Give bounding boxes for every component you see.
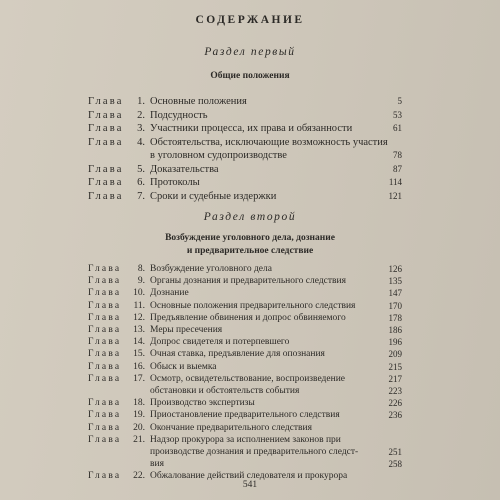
chapter-page-number: 170 <box>388 300 402 311</box>
chapter-title: Доказательства <box>150 163 219 175</box>
chapter-label: Глава <box>88 349 122 360</box>
chapter-label: Глава <box>88 264 122 274</box>
chapter-title: обстановки и обстоятельств события <box>150 386 300 396</box>
chapter-page-number: 121 <box>388 190 402 201</box>
chapter-title: Окончание предварительного следствия <box>150 422 313 433</box>
toc-entry <box>0 190 500 204</box>
chapter-page-number: 61 <box>393 123 402 133</box>
chapter-label: Глава <box>88 96 124 107</box>
chapter-label: Глава <box>88 422 122 433</box>
chapter-title: Протоколы <box>150 177 200 188</box>
chapter-number: 14. <box>133 337 145 348</box>
chapter-label: Глава <box>88 361 122 372</box>
chapter-label: Глава <box>88 337 122 348</box>
toc-entry <box>0 95 500 109</box>
chapter-title: Основные положения <box>150 96 247 107</box>
chapter-title: Органы дознания и предварительного следствия <box>150 276 346 287</box>
chapter-label: Глава <box>88 177 124 188</box>
chapter-title: Допрос свидетеля и потерпевшего <box>150 337 290 348</box>
chapter-number: 20. <box>133 422 145 433</box>
chapter-title: Надзор прокурора за исполнением законов при <box>150 434 341 445</box>
chapter-page-number: 114 <box>388 177 402 187</box>
chapter-page-number: 209 <box>388 349 402 360</box>
chapter-number: 4. <box>137 136 145 148</box>
chapter-title: Обжалование действий следователя и прокурора <box>150 471 348 482</box>
chapter-label: Глава <box>88 288 122 299</box>
chapter-page-number: 53 <box>393 109 402 120</box>
page-number: 541 <box>242 480 258 490</box>
chapter-title: Обстоятельства, исключающие возможность участия <box>150 136 388 148</box>
chapter-number: 2. <box>137 109 145 121</box>
chapter-title: Производство экспертизы <box>150 398 255 409</box>
chapter-title: Подсудность <box>150 109 208 121</box>
chapter-label: Глава <box>88 190 124 202</box>
chapter-label: Глава <box>88 398 122 409</box>
chapter-title: Приостановление предварительного следствия <box>150 410 340 421</box>
chapter-title: Сроки и судебные издержки <box>150 190 277 202</box>
toc-entry <box>0 136 500 150</box>
chapter-page-number: 258 <box>388 459 402 470</box>
chapter-number: 5. <box>137 163 145 175</box>
chapter-label: Глава <box>88 471 122 482</box>
chapter-page-number: 87 <box>393 163 402 174</box>
toc-entry <box>0 149 500 163</box>
chapter-page-number: 226 <box>388 398 402 409</box>
section-label-1: Раздел первый <box>204 46 296 58</box>
chapter-page-number: 217 <box>388 373 402 384</box>
chapter-number: 8. <box>137 264 145 274</box>
chapter-number: 7. <box>137 190 145 202</box>
chapter-page-number: 215 <box>388 361 402 372</box>
chapter-title: вия <box>150 459 164 470</box>
chapter-title: Обыск и выемка <box>150 361 217 372</box>
chapter-label: Глава <box>88 373 122 384</box>
chapter-label: Глава <box>88 300 122 311</box>
chapter-title: Основные положения предварительного следствия <box>150 300 356 311</box>
chapter-title: Возбуждение уголовного дела <box>150 264 272 274</box>
chapter-page-number: 126 <box>388 264 402 274</box>
chapter-number: 11. <box>133 300 145 311</box>
section-heading-2-line-2: и предварительное следствие <box>186 246 314 256</box>
toc-entry <box>0 163 500 177</box>
chapter-label: Глава <box>88 109 124 121</box>
chapter-title: Меры пресечения <box>150 325 223 335</box>
chapter-page-number: 5 <box>397 96 402 106</box>
chapter-label: Глава <box>88 434 122 445</box>
section-label-2: Раздел второй <box>203 211 297 223</box>
chapter-number: 16. <box>133 361 145 372</box>
chapter-label: Глава <box>88 276 122 287</box>
page-title: СОДЕРЖАНИЕ <box>195 14 305 26</box>
chapter-number: 17. <box>133 373 145 384</box>
chapter-page-number: 251 <box>388 447 402 457</box>
chapter-number: 13. <box>133 325 145 335</box>
chapter-number: 10. <box>133 288 145 299</box>
chapter-label: Глава <box>88 163 124 175</box>
chapter-label: Глава <box>88 136 124 148</box>
chapter-page-number: 135 <box>388 276 402 287</box>
chapter-title: Дознание <box>150 288 189 299</box>
section-heading-2-line-1: Возбуждение уголовного дела, дознание <box>165 233 335 243</box>
chapter-number: 12. <box>133 312 145 323</box>
chapter-page-number: 223 <box>388 386 402 396</box>
chapter-page-number: 147 <box>388 288 402 299</box>
chapter-number: 3. <box>137 123 145 134</box>
chapter-title: Участники процесса, их права и обязанности <box>150 123 353 134</box>
chapter-number: 21. <box>133 434 145 445</box>
chapter-title: Осмотр, освидетельствование, воспроизведение <box>150 373 345 384</box>
chapter-number: 1. <box>137 96 145 107</box>
section-heading-1: Общие положения <box>210 71 290 81</box>
chapter-number: 19. <box>133 410 145 421</box>
chapter-title: Предъявление обвинения и допрос обвиняемого <box>150 312 346 323</box>
chapter-label: Глава <box>88 123 124 134</box>
chapter-title: производстве дознания и предварительного следст- <box>150 447 359 457</box>
toc-entry <box>0 122 500 136</box>
chapter-page-number: 186 <box>388 325 402 335</box>
chapter-title: Очная ставка, предъявление для опознания <box>150 349 325 360</box>
chapter-number: 18. <box>133 398 145 409</box>
toc-entry <box>0 109 500 123</box>
chapter-page-number: 236 <box>388 410 402 421</box>
chapter-page-number: 178 <box>388 312 402 323</box>
toc-entry <box>0 176 500 190</box>
chapter-label: Глава <box>88 410 122 421</box>
chapter-page-number: 78 <box>393 150 402 160</box>
chapter-number: 15. <box>133 349 145 360</box>
chapter-title: в уголовном судопроизводстве <box>150 150 287 161</box>
chapter-number: 6. <box>137 177 145 188</box>
chapter-number: 22. <box>133 471 145 482</box>
chapter-label: Глава <box>88 325 122 335</box>
chapter-number: 9. <box>137 276 145 287</box>
chapter-label: Глава <box>88 312 122 323</box>
chapter-page-number: 196 <box>388 337 402 348</box>
